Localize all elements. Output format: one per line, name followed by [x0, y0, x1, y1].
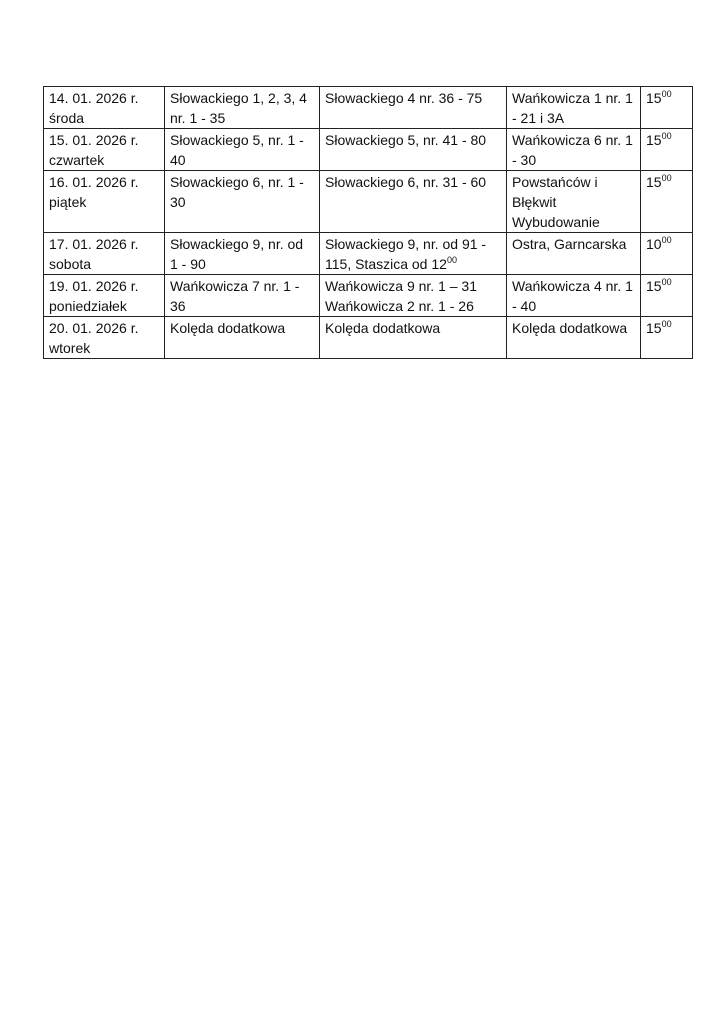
address-cell-c: [507, 275, 641, 317]
address-cell-c: [507, 317, 641, 359]
time-superscript: 00: [446, 255, 457, 265]
time-hour: 15: [646, 278, 662, 294]
day-text: środa: [49, 110, 85, 126]
address-text: Słowackiego 5, nr. 41 - 80: [325, 132, 487, 148]
address-cell-c: [507, 129, 641, 171]
day-text: czwartek: [49, 152, 105, 168]
address-cell-a: [165, 233, 320, 275]
address-text: Kolęda dodatkowa: [325, 320, 441, 336]
time-minutes: 00: [661, 235, 672, 245]
address-text: Słowackiego 4 nr. 36 - 75: [325, 90, 483, 106]
address-cell-a: [165, 87, 320, 129]
time-cell: [641, 87, 693, 129]
address-cell-b: [320, 317, 507, 359]
address-text: Wańkowicza 7 nr. 1 - 36: [170, 278, 300, 314]
table-row: [44, 129, 693, 171]
address-cell-c: [507, 171, 641, 233]
address-text: Kolęda dodatkowa: [170, 320, 286, 336]
day-text: poniedziałek: [49, 298, 127, 314]
table-row: [44, 275, 693, 317]
time-hour: 10: [646, 236, 662, 252]
address-cell-b: [320, 275, 507, 317]
time-hour: 15: [646, 320, 662, 336]
time-cell: [641, 171, 693, 233]
address-text: Słowackiego 6, nr. 1 - 30: [170, 174, 304, 210]
schedule-table: [43, 86, 693, 359]
date-cell: [44, 129, 165, 171]
time-hour: 15: [646, 132, 662, 148]
address-text: Słowackiego 9, nr. od 1 - 90: [170, 236, 304, 272]
address-text: Słowackiego 5, nr. 1 - 40: [170, 132, 304, 168]
day-text: piątek: [49, 194, 87, 210]
address-text: Wańkowicza 9 nr. 1 – 31: [325, 278, 478, 294]
date-text: 17. 01. 2026 r.: [49, 236, 139, 252]
table-row: [44, 171, 693, 233]
time-cell: [641, 233, 693, 275]
time-cell: [641, 317, 693, 359]
address-cell-a: [165, 129, 320, 171]
time-minutes: 00: [661, 277, 672, 287]
time-minutes: 00: [661, 131, 672, 141]
time-minutes: 00: [661, 89, 672, 99]
date-cell: [44, 171, 165, 233]
address-text: Wańkowicza 6 nr. 1 - 30: [512, 132, 633, 168]
address-cell-c: [507, 233, 641, 275]
table-row: [44, 233, 693, 275]
date-cell: [44, 87, 165, 129]
address-cell-b: [320, 233, 507, 275]
address-text: Słowackiego 6, nr. 31 - 60: [325, 174, 487, 190]
address-text: Wańkowicza 4 nr. 1 - 40: [512, 278, 633, 314]
address-text: Powstańców i Błękwit Wybudowanie: [512, 174, 600, 230]
table-row: [44, 87, 693, 129]
time-minutes: 00: [661, 319, 672, 329]
day-text: wtorek: [49, 340, 91, 356]
address-text: Wańkowicza 2 nr. 1 - 26: [325, 298, 474, 314]
address-text: Ostra, Garncarska: [512, 236, 627, 252]
date-cell: [44, 275, 165, 317]
time-hour: 15: [646, 90, 662, 106]
date-text: 16. 01. 2026 r.: [49, 174, 139, 190]
date-cell: [44, 233, 165, 275]
address-cell-c: [507, 87, 641, 129]
address-text: Wańkowicza 1 nr. 1 - 21 i 3A: [512, 90, 633, 126]
date-cell: [44, 317, 165, 359]
address-cell-b: [320, 87, 507, 129]
date-text: 20. 01. 2026 r.: [49, 320, 139, 336]
date-text: 15. 01. 2026 r.: [49, 132, 139, 148]
date-text: 14. 01. 2026 r.: [49, 90, 139, 106]
address-cell-a: [165, 275, 320, 317]
time-cell: [641, 275, 693, 317]
address-cell-b: [320, 129, 507, 171]
date-text: 19. 01. 2026 r.: [49, 278, 139, 294]
address-text: Kolęda dodatkowa: [512, 320, 628, 336]
address-cell-b: [320, 171, 507, 233]
time-cell: [641, 129, 693, 171]
table-row: [44, 317, 693, 359]
time-minutes: 00: [661, 173, 672, 183]
day-text: sobota: [49, 256, 92, 272]
address-text: Słowackiego 1, 2, 3, 4 nr. 1 - 35: [170, 90, 307, 126]
time-hour: 15: [646, 174, 662, 190]
address-text: Słowackiego 9, nr. od 91 - 115, Staszica od 12: [325, 236, 487, 272]
address-cell-a: [165, 171, 320, 233]
address-cell-a: [165, 317, 320, 359]
